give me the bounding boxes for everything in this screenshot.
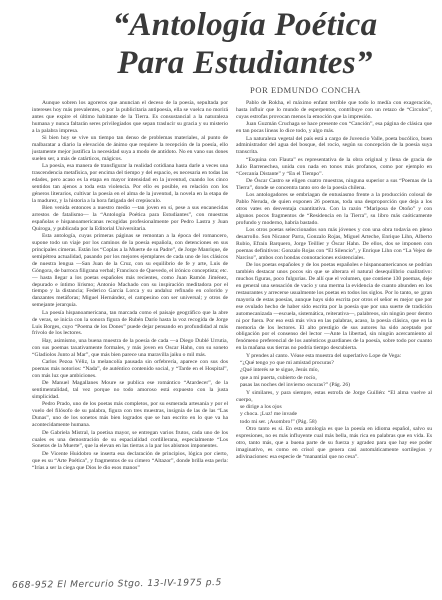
- paragraph: La poesía, esa manera de transfigurar la realidad cotidiana hasta darle a veces una trascendencia metafísica, por encima del tiempo y del espacio, es necesaria en todas las edades, pero acaso es la etapa en mayor intensidad en la juventud, cuando los cinco sentidos tan ajenos a toda esta violencia. Por ello es posible, en relación con los géneros literarios, cultivar la poesía en el alma de la juventud, la novela en la etapa de la madurez, y la historia a la hora fatigada del crepúsculo.: [32, 163, 228, 204]
- verse-line: se dirige a los ojos: [240, 403, 282, 410]
- article-column-right: [236, 100, 432, 582]
- article-title: “Antología Poética Para Estudiantes”: [112, 7, 378, 81]
- paragraph: Si bien hoy se vive un tiempo tan denso de problemas materiales, al punto de malbaratar a diario la elevación de ánimo que requiere la recepción de la poesía, ello justamente mejor justifica la necesidad suya a modo de antídoto. No en vano sus dones suelen ser, a más de catárticos, mágicos.: [32, 135, 228, 162]
- paragraph: Hay, asimismo, una buena muestra de la poesía de cada —a Diego Dublé Urrutia, con sus poemas taxativamente formales, y más joven en Oscar Hahn, con su soneto “Gladiolos Junto al Mar”, que más bien parece una maravilla jaiku o mil más.: [32, 337, 228, 358]
- paragraph: Y similares, y para siempre, estas estrofa de Jorge Guillén: “El alma vuelve al cuerpo,: [236, 389, 432, 403]
- paragraph: “Esquina con Flauta” es representativa de la obra original y llena de gracia de Julio Barrenechea, unida con nada en tonos más profanos, como por ejemplo en “Cercanía Distante” y “En el Tiempo”.: [236, 156, 432, 177]
- verse-line: y choca. ¡Luz! me invade: [240, 411, 297, 418]
- paragraph: Carlos Pezoa Véliz, la melancolía pausada sin orfebrería, aparece con sus dos poemas más notorios: “Nada”, de auténtico contenido social, y “Tarde en el Hospital”, con más luz que ambiciones.: [32, 359, 228, 379]
- paragraph: Pablo de Rokha, el máximo enfant terrible que todo lo medía con exageración, hasta influir que lo mundo de esperpentos, contribuye con un retazo de “Circulos”, cuyas estrofas provocan menos la emoción que la impresión.: [236, 100, 432, 120]
- article-byline: POR EDMUNDO CONCHA: [250, 85, 361, 95]
- paragraph: Los antologadores se embriagan de entusiasmo frente a la producción colosal de Pablo Neruda, de quien exponen 26 poemas, toda una desproporción que deja a los otros vates en desventaja cuantitativa. Con la razón “Mariposa de Otoño” y con algunos pocos fragmentos de “Residencia en la Tierra”, su libro más caóticamente profundo y moderno, habría bastado.: [236, 192, 432, 226]
- paragraph: Bien venida entonces a nuestro medio —tan joven en sí, pese a sus encanecidas arrestos de fatalismo— la “Antología Poética para Estudiantes”, con muestras españolas e hispanoamericanas recogidas profesionalmente por Pedro Lastra y Juan Quiroga, y publicada por la Editorial Universitaria.: [32, 205, 228, 232]
- verse-line: “¿Qué tengo yo que mi amistad procuras?: [240, 360, 334, 367]
- paragraph: La naturaleza vegetal del país está a cargo de Juvencio Valle, poeta bucólico, buen administrador del agua del bosque, del rocío, según su concepción de la poesía suya transcrita.: [236, 135, 432, 156]
- verse-line: pasas las noches del invierno oscuras?” (Pág. 26): [240, 382, 350, 389]
- verse-line: ¿Qué interés se te sigue, Jesús mío,: [240, 367, 319, 374]
- paragraph: Pedro Prado, uno de los poetas más completos, por su esmerada artesanía y por el vuelo del filósofo de su palabra, figura con tres muestras, insignia de las de las “Las Dunas”, uno de los sonetos más bien logrados que se han escrito en lo que va ha acontecidamente humana.: [32, 401, 228, 429]
- paragraph: Esta antología, cuyas primeras páginas se remontan a la época del romancero, supone todo un viaje por los caminos de la poesía española, con detenciones en sus principales cimeras. Están los “Coplas a la Muerte de su Padre”, de Jorge Manrique, de semipétrea actualidad, pasando por los mejores ejemplares de cada uno de los clásicos de nuestra lengua —San Juan de la Cruz, con su equilibrio de fe y arte, Luis de Góngora, de barroca filigrana verbal; Francisco de Quevedo, el irónico conceptista; etc.— hasta llegar a los poetas españoles más recientes, como Juan Ramón Jiménez, depurado e íntimo lírismo; Antonio Machado con su inspiración meditadora por el tiempo y la distancia; Federico García Lorca y su andaluz refinado en colorido y danzantes metáforas; Miguel Hernández, el campesino con ser universal; y otros de semejante jerarquía.: [32, 233, 228, 309]
- paragraph: Los otros poetas seleccionados son más jóvenes y con una obra todavía en pleno desarrollo. Son Nicanor Parra, Gonzalo Rojas, Miguel Arteche, Enrique Lihn, Alberto Rubio, Efraín Barquero, Jorge Teillier y Óscar Hahn. De ellos, dos se imponen con poemas definitivos: Gonzalo Rojas con “El Silencio”, y Enrique Lihn con “La Vejez de Narciso”, ambos con hondas connotaciones existenciales.: [236, 227, 432, 261]
- paragraph: De Gabriela Mistral, la poetisa mayor, se entregan varios frutos, cada uno de los cuales es una demostración de su espacialidad cordillerana, especialmente “Los Sonetos de la Muerte”, que la elevan en las tierras a la par los abismos imponentes.: [32, 429, 228, 450]
- paragraph: Juan Guzmán Cruchaga se hace presente con “Canción”, esa página de clásica que en tan pocas líneas lo dice todo, y algo más.: [236, 121, 432, 135]
- paragraph: De Vicente Huidobro se inserta esa declaración de principios, lógica por cierto, que es su “Arte Poética”, y fragmentos de su cimero “Altazor”, donde brilla esta perla: “Irías a ser la ciega que Dios le dio esos manos”: [32, 450, 228, 471]
- paragraph: La poesía hispanoamericana, tan marcada como el paisaje geográfico que la abre de veras, se inicia con la sonora figura de Rubén Darío hasta la voz recogida de Jorge Luis Borges, cuyo “Poema de los Dones” puede dejar pensando en profundidad al más frívolo de los lectores.: [32, 309, 228, 337]
- paragraph: Otro tanto es sí. En esta antología es que la poesía en idioma español, salvo su expresiones, no es más influyente cual más bella, más rica en palabras que en vida. Es otro, tanto más, que a buena parte de su fuerza y agradez para que hay ese poder imaginativo, es como en crisol que genera casi automáticamente sortilegios y adivinaciones: esa especie de “manantial que no cesa”.: [236, 426, 432, 460]
- paragraph: De Manuel Magallanes Moure se publica ese romántico “Atardecer”, de la sentimentalidad, tal vez porque no todo amoroso está expuesto con la justa simplicidad.: [32, 380, 228, 401]
- handwritten-source-annotation: 668-952 El Mercurio Stgo. 13-IV-1975 p.5: [11, 577, 222, 591]
- paragraph: De Óscar Castro se eligen cuatro muestras, ninguna superior a sus “Poemas de la Tierra”, donde se concentra tanto oro de la poesía chilena.: [236, 177, 432, 191]
- verse-line: que a mi puerta, cubierto de rocío,: [240, 374, 317, 381]
- article-column-left: [32, 100, 228, 582]
- paragraph: Aunque sobren los agoreros que anuncian el deceso de la poesía, sepultada por intereses hoy más prevalentes, o por la publicitaria antipoesía, ella se vuelca no morirá antes que expire el último habitante de la Tierra. Es consustancial a la naturaleza humana y nunca faltarán seres privilegiados que sepan traslucir su gracia y su misterio a la palabra impresa.: [32, 100, 228, 134]
- verse-line: todo mi ser. ¡Asombro!” (Pág. 58): [240, 418, 317, 425]
- paragraph: Y prendes al canto. Véase esta muestra del superlativo Lope de Vega:: [246, 352, 402, 359]
- paragraph: De los poetas españoles y de los poetas españoles e hispanoamericanos se podrían también destacar unos pocos sin que se alterara el natural desequilibrio cualitativo: muchos figuras, poco fulgurias. De allí que el volumen, que contiene 130 poemas, deje en general una sensación de vacío y una merma la evidencia de cuanto abunden en los restaurantes y arrecerse usualmente los poetas en todos los siglos. Por lo tanto, se ¡gran mayoría de estas poesías, aunque hays sido escrita por otros el señor es mejor que por ese ovulado hecho de haber sido escrita por la poesía que por una suerte de tradición automecanizada —escuela, sistemática, reiterativa—, palabreos, sin ningún peor dentro ni por fuera. Por eso está más viva en las palabras, acaso, la poesía clásica, que en la memoria de los lectores. El alto prestigio de sus autores ha sido aceptado por obligación por el consenso del lector —Ante la libertad, sin ningún acercamiento al fenómeno preferencial de los auténticos guardianes de la poesía, sobre todo por cuanto en la mañana sus tierras no podría tiempo descubierta.: [236, 262, 432, 352]
